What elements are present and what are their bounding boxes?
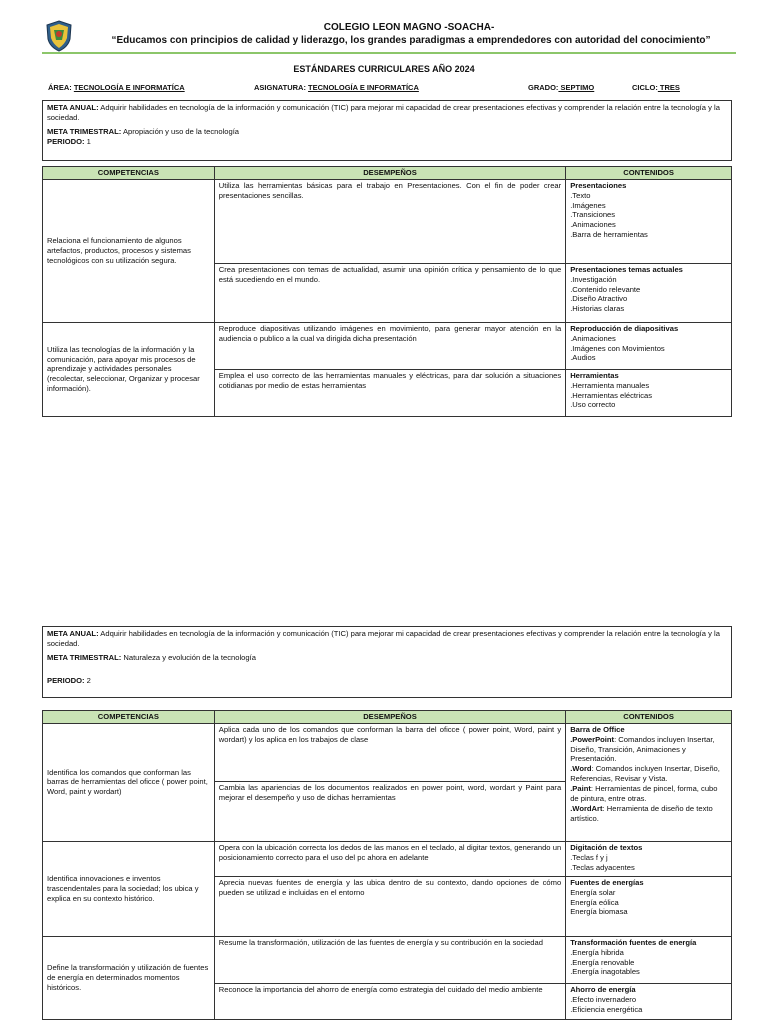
desempeno-cell: Crea presentaciones con temas de actualidad, asumir una opinión crítica y pensamiento de lo que está sucediendo en el mundo. — [214, 263, 565, 322]
table-row — [43, 841, 732, 876]
contenido-cell: Barra de Office .PowerPoint: Comandos incluyen Insertar, Diseño, Transición, Animaciones y Presentación. .Word: Comandos incluyen Insertar, Diseño, Referencias, Revisar y Vista. .Paint: Herramientas de pincel, forma, cubo de pintura, entre otras. .WordArt: Herramienta de diseño de texto artístico. — [566, 723, 732, 841]
table-header — [43, 711, 732, 724]
competencia-cell: Utiliza las tecnologías de la información y la comunicación, para apoyar mis procesos de aprendizaje y actividades personales (recolectar, seleccionar, Organizar y procesar información). — [43, 322, 215, 416]
periodo: PERIODO: 1 — [47, 136, 91, 146]
competencia-cell: Define la transformación y utilización de fuentes de energía en determinados momentos históricos. — [43, 936, 215, 1019]
table-row — [43, 322, 732, 369]
table-row — [43, 723, 732, 781]
desempeno-cell: Opera con la ubicación correcta los dedos de las manos en el teclado, al digitar textos, generando un posicionamiento correcto para el uso del pc ahora en adelante — [214, 841, 565, 876]
meta-trimestral: META TRIMESTRAL: Naturaleza y evolución de la tecnología — [47, 652, 256, 662]
school-name: COLEGIO LEON MAGNO -SOACHA- — [323, 22, 495, 33]
competencia-cell: Identifica los comandos que conforman las barras de herramientas del oficce ( power point, Word, paint y wordart) — [43, 723, 215, 841]
meta-trimestral: META TRIMESTRAL: Apropiación y uso de la tecnología — [47, 126, 240, 136]
meta-anual: META ANUAL: Adquirir habilidades en tecnología de la información y comunicación (TIC) para mejorar mi capacidad de crear presentaciones efectivas y comprender la relación entre la tecnología y la sociedad. — [47, 103, 720, 122]
table-row — [43, 179, 732, 263]
col-competencias: COMPETENCIAS — [43, 167, 215, 180]
meta-anual: META ANUAL: Adquirir habilidades en tecnología de la información y comunicación (TIC) para mejorar mi capacidad de crear presentaciones efectivas y comprender la relación entre la tecnología y la sociedad. — [47, 629, 720, 648]
subject-field: ASIGNATURA: TECNOLOGÍA E INFORMATÍCA — [254, 83, 419, 92]
periodo: PERIODO: 2 — [47, 675, 91, 685]
contenido-cell: Presentaciones temas actuales .Investigación .Contenido relevante .Diseño Atractivo .Historias claras — [566, 263, 732, 322]
col-contenidos: CONTENIDOS — [566, 711, 732, 724]
header-divider — [42, 52, 736, 54]
col-desempenos: DESEMPEÑOS — [214, 711, 565, 724]
document-header — [42, 18, 736, 54]
desempeno-cell: Reproduce diapositivas utilizando imágenes en movimiento, para generar mayor atención en la audiencia o publico a la cual va dirigida dicha presentación — [214, 322, 565, 369]
col-contenidos: CONTENIDOS — [566, 167, 732, 180]
grade-value: SEPTIMO — [558, 83, 595, 92]
contenido-cell: Digitación de textos .Teclas f y j .Teclas adyacentes — [566, 841, 732, 876]
contenido-cell: Presentaciones .Texto .Imágenes .Transiciones .Animaciones .Barra de herramientas — [566, 179, 732, 263]
contenido-cell: Ahorro de energía .Efecto invernadero .Eficiencia energética — [566, 983, 732, 1019]
competencia-cell: Relaciona el funcionamiento de algunos artefactos, productos, procesos y sistemas tecnológicos con su utilización segura. — [43, 179, 215, 322]
period2-goals — [42, 626, 732, 698]
desempeno-cell: Cambia las apariencias de los documentos realizados en power point, word, wordart y Paint para mejorar el desempeño y uso de dichas herramientas — [214, 781, 565, 841]
contenido-cell: Herramientas .Herramienta manuales .Herramientas eléctricas .Uso correcto — [566, 369, 732, 416]
contenido-cell: Transformación fuentes de energía .Energía hibrida .Energía renovable .Energía inagotables — [566, 936, 732, 983]
table-row — [43, 936, 732, 983]
document-title: ESTÁNDARES CURRICULARES AÑO 2024 — [293, 64, 475, 74]
contenido-cell: Fuentes de energías Energía solar Energía eólica Energía biomasa — [566, 876, 732, 936]
cycle-value: TRES — [657, 83, 680, 92]
competencia-cell: Identifica innovaciones e inventos trascendentales para la sociedad; los ubica y explica en su contexto histórico. — [43, 841, 215, 936]
area-value: TECNOLOGÍA E INFORMATÍCA — [73, 83, 185, 92]
desempeno-cell: Resume la transformación, utilización de las fuentes de energía y su contribución en la sociedad — [214, 936, 565, 983]
col-desempenos: DESEMPEÑOS — [214, 167, 565, 180]
desempeno-cell: Aplica cada uno de los comandos que conforman la barra del oficce ( power point, Word, paint y wordart) y los aplica en los trabajos de clase — [214, 723, 565, 781]
table-header — [43, 167, 732, 180]
desempeno-cell: Utiliza las herramientas básicas para el trabajo en Presentaciones. Con el fin de poder crear presentaciones sencillas. — [214, 179, 565, 263]
cycle-field: CICLO: TRES — [632, 83, 680, 92]
contenido-cell: Reproducción de diapositivas .Animaciones .Imágenes con Movimientos .Audios — [566, 322, 732, 369]
desempeno-cell: Reconoce la importancia del ahorro de energía como estrategia del cuidado del medio ambiente — [214, 983, 565, 1019]
school-motto: “Educamos con principios de calidad y liderazgo, los grandes paradigmas a emprendedores con autoridad del conocimiento” — [111, 35, 711, 46]
period2-table — [42, 710, 732, 1020]
grade-field: GRADO: SEPTIMO — [528, 83, 595, 92]
desempeno-cell: Aprecia nuevas fuentes de energía y las ubica dentro de su contexto, dando opciones de cómo pueden se utilizad e incluidas en el entorno — [214, 876, 565, 936]
period1-goals — [42, 100, 732, 161]
desempeno-cell: Emplea el uso correcto de las herramientas manuales y eléctricas, para dar solución a situaciones cotidianas por medio de estas herramientas — [214, 369, 565, 416]
subject-value: TECNOLOGÍA E INFORMATÍCA — [308, 83, 419, 92]
col-competencias: COMPETENCIAS — [43, 711, 215, 724]
period1-table — [42, 166, 732, 417]
area-field: ÁREA: TECNOLOGÍA E INFORMATÍCA — [48, 83, 185, 92]
